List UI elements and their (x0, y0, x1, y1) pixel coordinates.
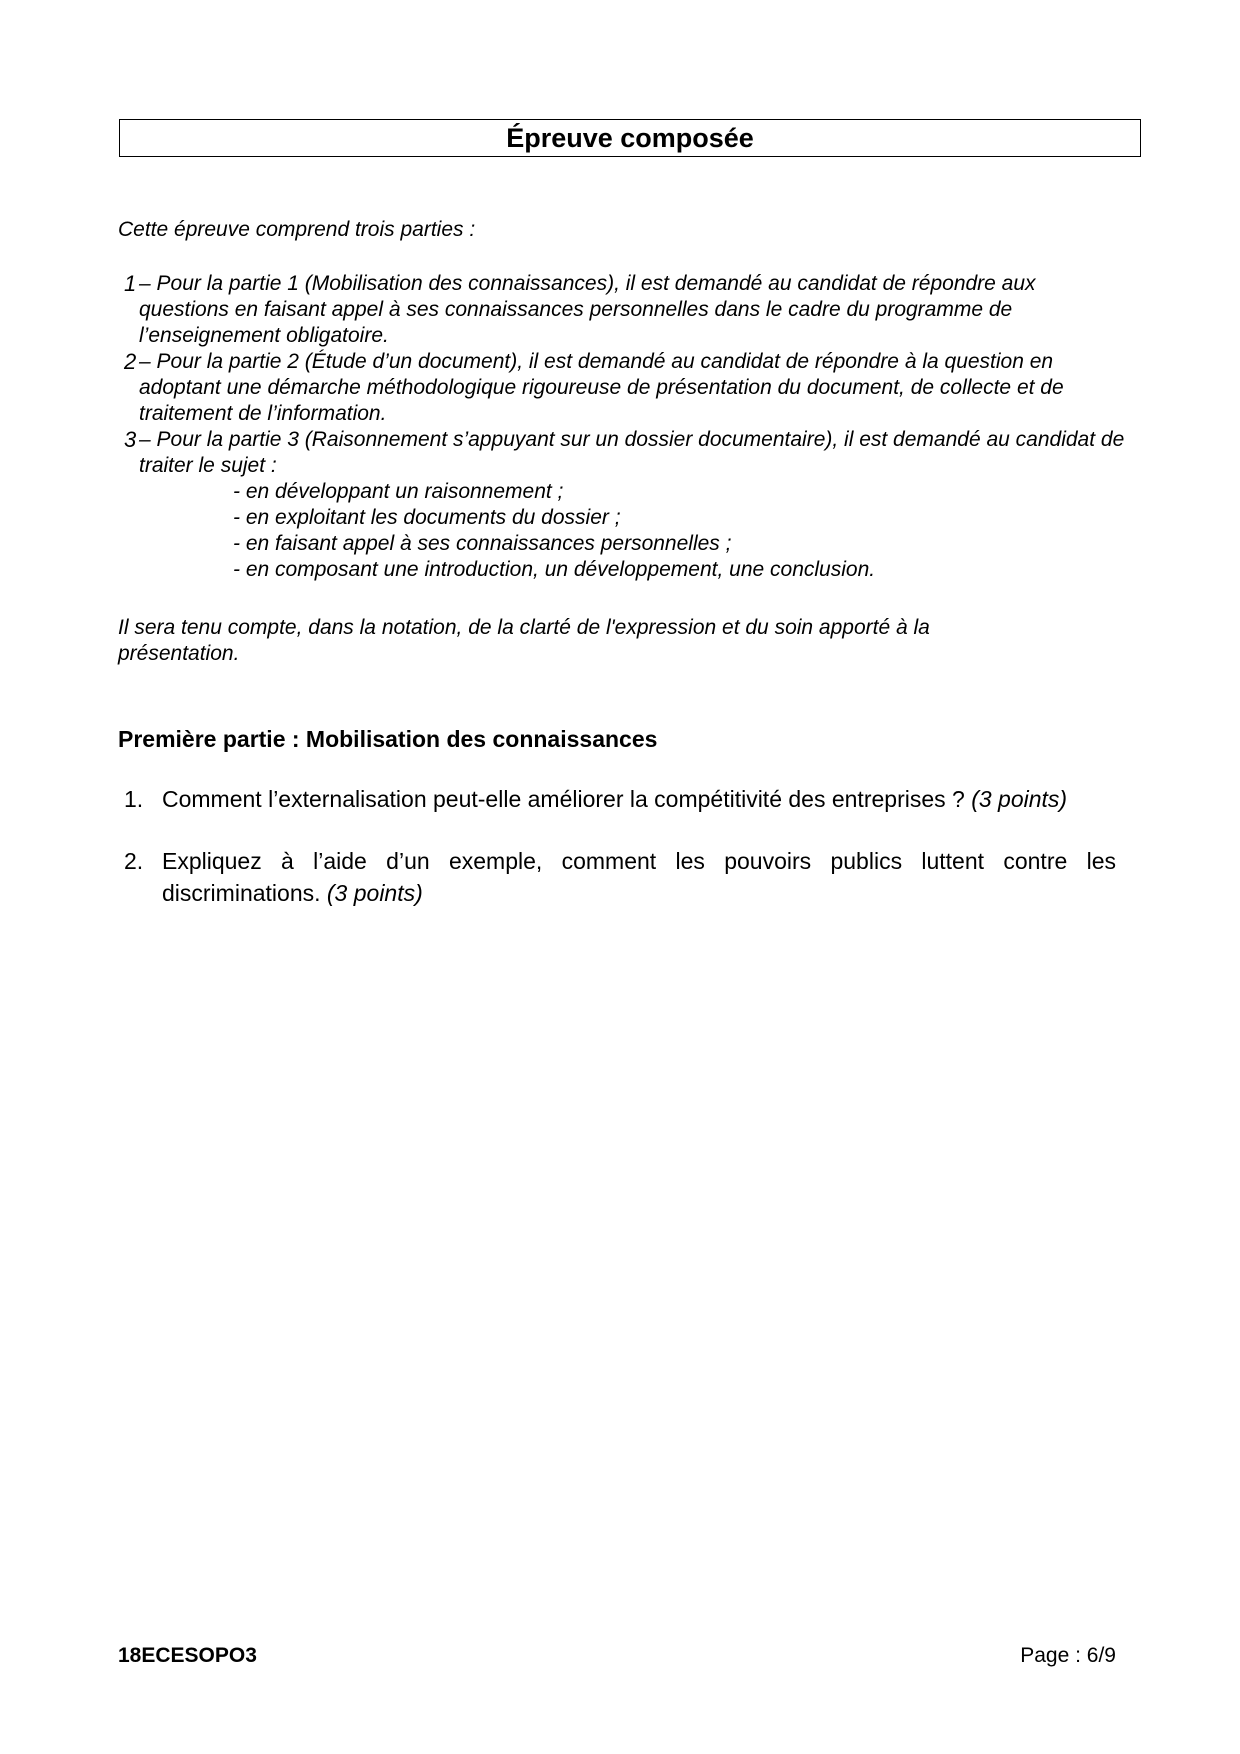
question-number: 2. (124, 848, 144, 874)
question-text: Comment l’externalisation peut-elle améliorer la compétitivité des entreprises ? (162, 786, 972, 812)
question-item (118, 783, 1116, 815)
question-text: Expliquez à l’aide d’un exemple, comment les pouvoirs publics luttent contre les discriminations. (162, 848, 1116, 906)
instruction-text: – Pour la partie 2 (Étude d’un document), il est demandé au candidat de répondre à la question en adoptant une démarche méthodologique rigoureuse de présentation du document, de collecte et de traitement de l’information. (139, 350, 1064, 425)
instruction-number: 3 (124, 427, 137, 452)
footer-page-number: Page : 6/9 (1020, 1644, 1116, 1667)
instruction-item (118, 271, 1128, 349)
instruction-number: 2 (124, 349, 137, 374)
section-title: Première partie : Mobilisation des connaissances (118, 726, 658, 752)
footer-code: 18ECESOPO3 (118, 1644, 257, 1667)
question-item (118, 845, 1116, 909)
page-title-text: Épreuve composée (506, 123, 754, 153)
instructions-list (118, 271, 1128, 583)
intro-text: Cette épreuve comprend trois parties : (118, 218, 476, 241)
instruction-sub-item: - en développant un raisonnement ; (233, 480, 564, 503)
page-title (119, 119, 1141, 157)
question-points: (3 points) (971, 786, 1068, 812)
grading-note: Il sera tenu compte, dans la notation, de la clarté de l'expression et du soin apporté à la présentation. (118, 616, 930, 665)
instruction-sub-item: - en exploitant les documents du dossier ; (233, 506, 621, 529)
instruction-number: 1 (124, 271, 137, 296)
questions-list (118, 783, 1116, 909)
instruction-text: – Pour la partie 3 (Raisonnement s’appuyant sur un dossier documentaire), il est demandé au candidat de traiter le sujet : (139, 428, 1125, 477)
instruction-item (118, 427, 1128, 583)
instruction-text: – Pour la partie 1 (Mobilisation des connaissances), il est demandé au candidat de répondre aux questions en faisant appel à ses connaissances personnelles dans le cadre du programme de l’enseignement obligatoire. (139, 272, 1036, 347)
instruction-sub-item: - en faisant appel à ses connaissances personnelles ; (233, 532, 732, 555)
instruction-sub-list (139, 479, 1128, 583)
question-points: (3 points) (326, 880, 423, 906)
instruction-item (118, 349, 1128, 427)
question-number: 1. (124, 786, 144, 812)
instruction-sub-item: - en composant une introduction, un développement, une conclusion. (233, 558, 876, 581)
